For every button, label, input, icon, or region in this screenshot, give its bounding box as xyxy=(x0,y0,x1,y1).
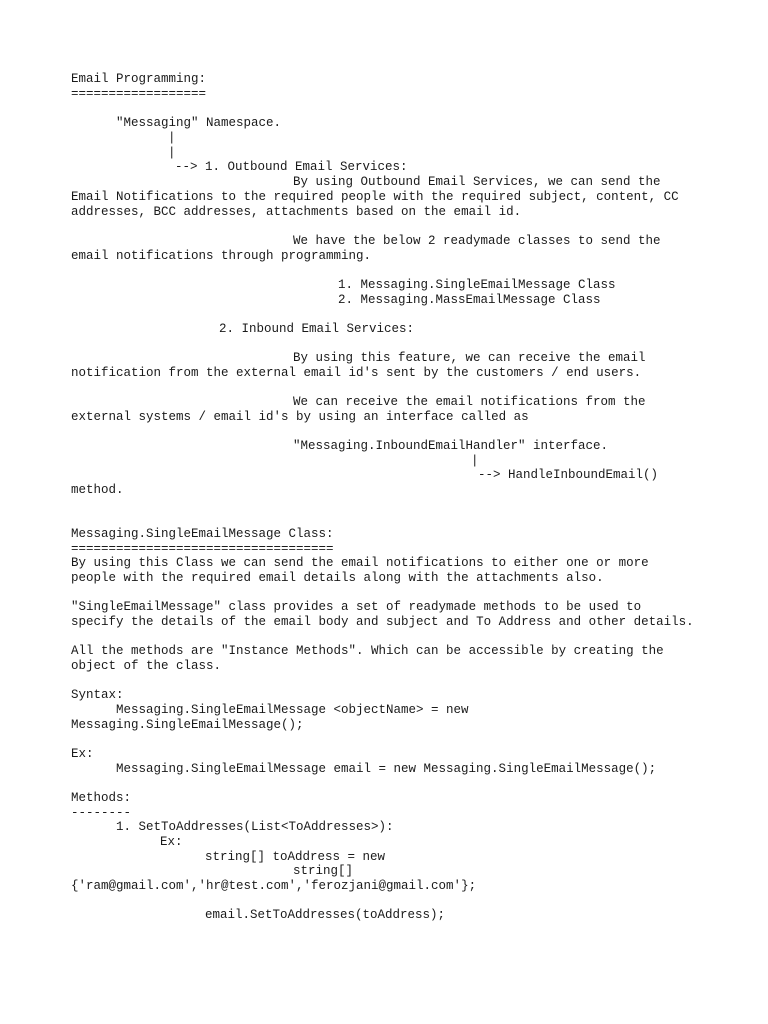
code-line: string[] xyxy=(293,864,354,878)
section-label: Methods: xyxy=(71,791,132,805)
code-line: email.SetToAddresses(toAddress); xyxy=(205,908,446,922)
section-label: Ex: xyxy=(160,835,183,849)
text-line: By using Outbound Email Services, we can send the xyxy=(293,175,661,189)
text-line: We have the below 2 readymade classes to send the xyxy=(293,234,661,248)
text-line: specify the details of the email body and subject and To Address and other details. xyxy=(71,615,694,629)
text-line: addresses, BCC addresses, attachments based on the email id. xyxy=(71,205,522,219)
tree-connector: | xyxy=(168,131,176,145)
text-line: method. xyxy=(71,483,124,497)
text-line: All the methods are "Instance Methods". Which can be accessible by creating the xyxy=(71,644,664,658)
section-label: Ex: xyxy=(71,747,94,761)
text-line: By using this Class we can send the email notifications to either one or more xyxy=(71,556,649,570)
text-line: We can receive the email notifications from the xyxy=(293,395,646,409)
list-item: 1. Messaging.SingleEmailMessage Class xyxy=(338,278,616,292)
text-line: people with the required email details along with the attachments also. xyxy=(71,571,604,585)
text-line: Email Notifications to the required people with the required subject, content, CC xyxy=(71,190,679,204)
tree-connector: | xyxy=(168,146,176,160)
code-line: string[] toAddress = new xyxy=(205,850,386,864)
code-line: Messaging.SingleEmailMessage(); xyxy=(71,718,304,732)
text-line: notification from the external email id's sent by the customers / end users. xyxy=(71,366,642,380)
list-item: 2. Messaging.MassEmailMessage Class xyxy=(338,293,601,307)
code-line: Messaging.SingleEmailMessage <objectName> = new xyxy=(116,703,469,717)
text-line: By using this feature, we can receive the email xyxy=(293,351,646,365)
section-heading: 2. Inbound Email Services: xyxy=(219,322,415,336)
code-line: Messaging.SingleEmailMessage email = new Messaging.SingleEmailMessage(); xyxy=(116,762,657,776)
section-label: Syntax: xyxy=(71,688,124,702)
text-line: "SingleEmailMessage" class provides a set of readymade methods to be used to xyxy=(71,600,642,614)
text-line: object of the class. xyxy=(71,659,222,673)
title-underline: =================================== xyxy=(71,542,334,556)
title-underline: ================== xyxy=(71,87,207,101)
section-title: Messaging.SingleEmailMessage Class: xyxy=(71,527,334,541)
text-line: external systems / email id's by using an interface called as xyxy=(71,410,529,424)
title-underline: -------- xyxy=(71,806,132,820)
text-line: email notifications through programming. xyxy=(71,249,372,263)
text-line: "Messaging.InboundEmailHandler" interface. xyxy=(293,439,609,453)
text-line: --> HandleInboundEmail() xyxy=(478,468,659,482)
tree-connector: | xyxy=(471,454,479,468)
list-item: 1. SetToAddresses(List<ToAddresses>): xyxy=(116,820,394,834)
document-title: Email Programming: xyxy=(71,72,207,86)
text-line: "Messaging" Namespace. xyxy=(116,116,282,130)
section-heading: --> 1. Outbound Email Services: xyxy=(175,160,408,174)
code-line: {'ram@gmail.com','hr@test.com','ferozjani@gmail.com'}; xyxy=(71,879,477,893)
